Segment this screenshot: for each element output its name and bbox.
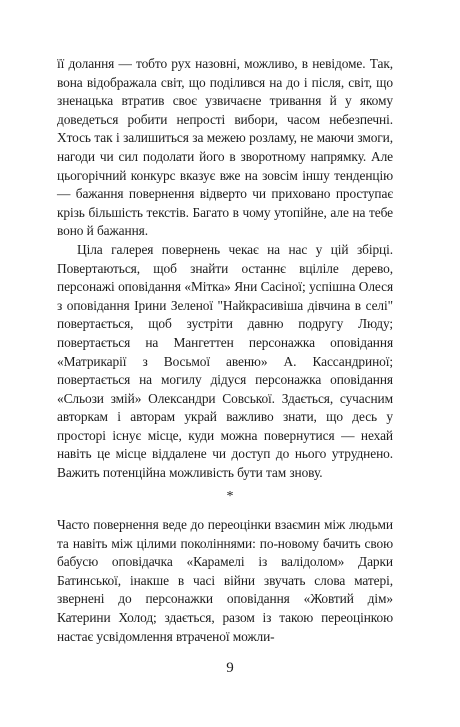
paragraph-reassessment: Часто повернення веде до переоцінки взаємин між людьми та навіть між цілими поколіннями: по-новому бачить свою бабусю оповідачка «Карамелі із валідолом» Дарки Батинської, інакше в часі війни звучать слова матері, звернені до персонажки оповідання «Жовтий дім» Катерини Холод; здається, разом із такою переоцінкою настає усвідомлення втраченої можли-: [57, 517, 393, 644]
paragraph-continuation: її долання — тобто рух назовні, можливо, в невідоме. Так, вона відображала світ, що поділився на до і після, світ, що зненацька втратив своє узвичаєне тривання й у якому доведеться робити непрості вибори, часом небезпечні. Хтось так і залишиться за межею розламу, не маючи змоги, нагоди чи сил подолати його в зворотному напрямку. Але цьогорічний конкурс вказує вже на зовсім іншу тенденцію — бажання повернення відверто чи приховано проступає крізь більшість текстів. Багато в чому утопійне, але на тебе воно й бажання.: [57, 56, 393, 239]
main-text-bottom: [57, 516, 393, 646]
paragraph-returns-gallery: Ціла галерея повернень чекає на нас у цій збірці. Повертаються, щоб знайти останнє вціліле дерево, персонажі оповідання «Мітка» Яни Сасіної; успішна Олеся з оповідання Ірини Зеленої "Найкрасивіша дівчина в селі" повертається, щоб зустріти давню подругу Люду; повертається на Мангеттен персонажка оповідання «Матрикарії з Восьмої авеню» А. Кассандриної; повертається на могилу дідуся персонажка оповідання «Сльози змій» Олександри Совської. Здається, сучасним авторкам і авторам украй важливо знати, що десь у просторі існує місце, куди можна повернутися — нехай навіть це місце віддалене чи доступ до нього утруднено. Важить потенційна можливість бути там знову.: [57, 241, 393, 481]
section-separator: *: [226, 489, 234, 504]
page-number: 9: [226, 660, 234, 676]
main-text-top: [57, 55, 393, 483]
